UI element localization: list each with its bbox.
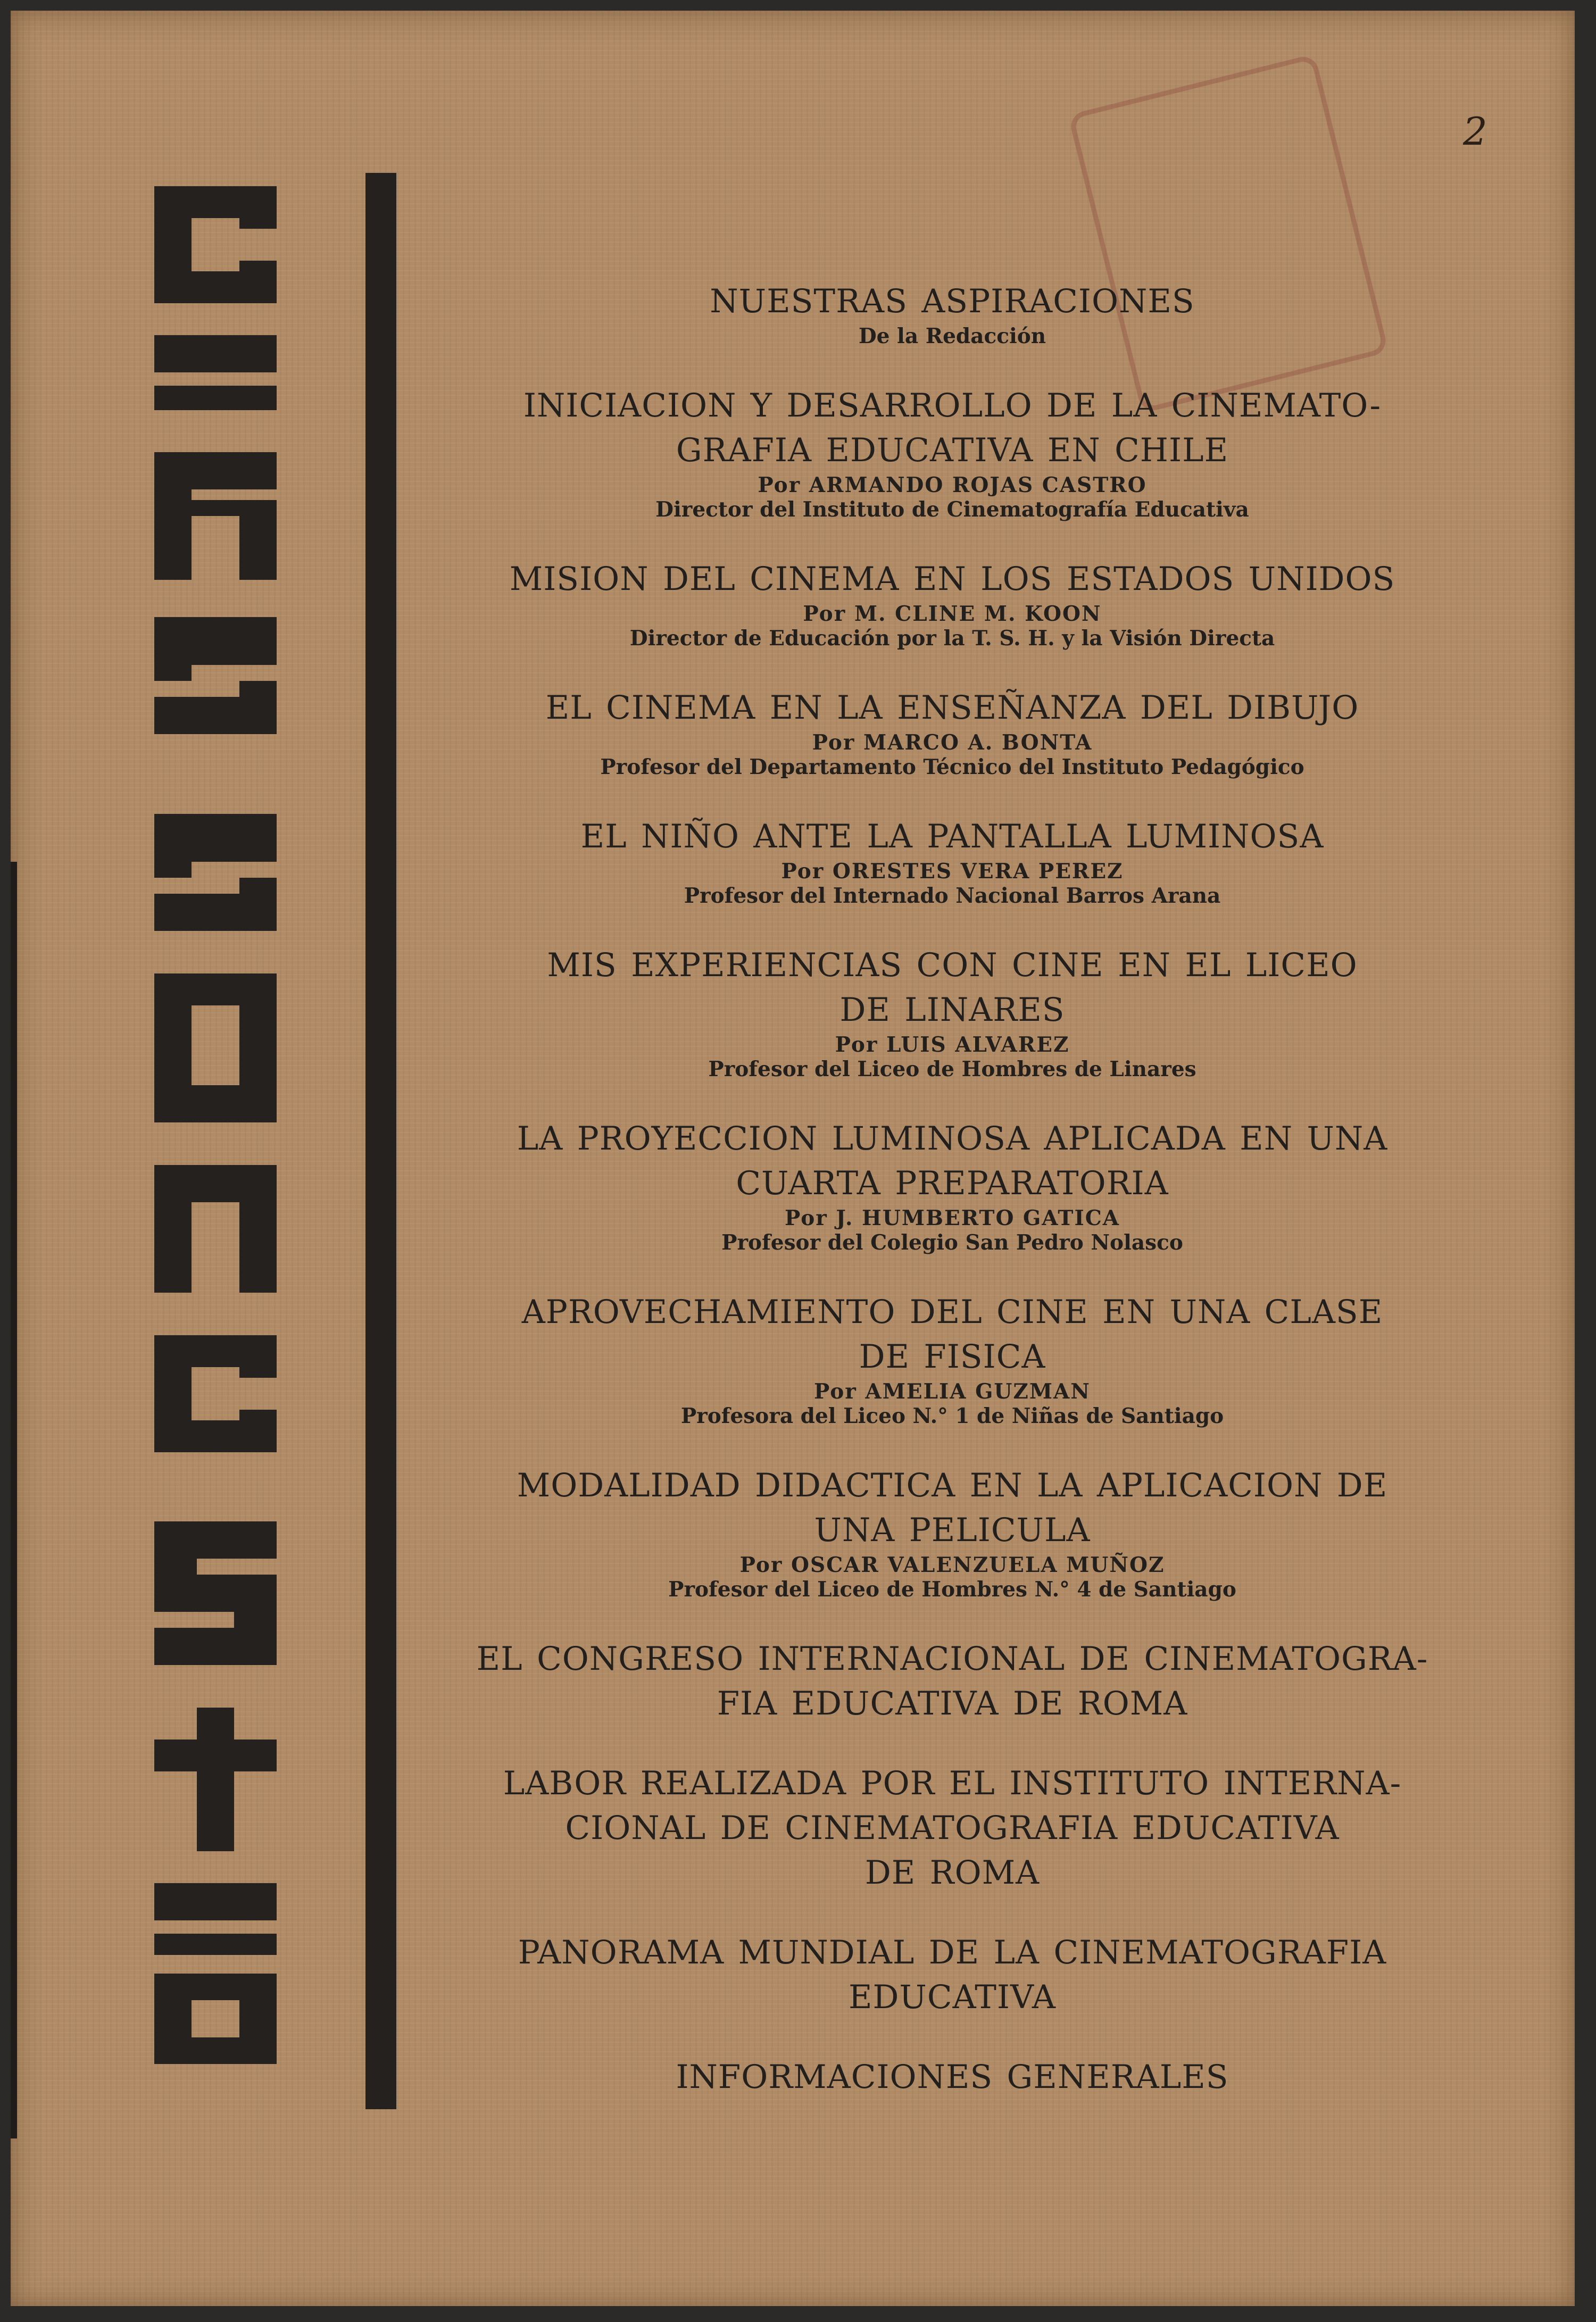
logo-letter-i2 — [154, 1883, 277, 1920]
toc-entry-title — [447, 686, 1458, 730]
toc-entry-title-line: CIONAL DE CINEMATOGRAFIA EDUCATIVA — [565, 1809, 1340, 1847]
toc-entry — [447, 557, 1458, 651]
toc-entry-affiliation: Director del Instituto de Cinematografía Educativa — [655, 497, 1249, 522]
toc-entry-title-line: PANORAMA MUNDIAL DE LA CINEMATOGRAFIA — [518, 1934, 1387, 1971]
vertical-title-logo — [144, 176, 287, 2069]
toc-entry-title-line: MISION DEL CINEMA EN LOS ESTADOS UNIDOS — [509, 560, 1395, 598]
toc-entry-title-line: DE FISICA — [859, 1338, 1046, 1376]
logo-letter-e2 — [154, 814, 277, 931]
toc-entry-affiliation: Profesor del Departamento Técnico del Instituto Pedagógico — [600, 755, 1304, 779]
toc-entry-title-line: DE ROMA — [864, 1854, 1040, 1892]
toc-entry-title — [447, 557, 1458, 602]
page-number: 2 — [1463, 109, 1487, 154]
toc-entry-title — [447, 384, 1458, 473]
toc-entry-author: Por AMELIA GUZMAN — [814, 1379, 1091, 1404]
logo-letter-n — [154, 452, 277, 580]
toc-entry-author: Por OSCAR VALENZUELA MUÑOZ — [739, 1553, 1165, 1577]
logo-letter-c — [154, 186, 277, 303]
toc-entry-title-line: EL CONGRESO INTERNACIONAL DE CINEMATOGRA- — [476, 1640, 1428, 1678]
toc-entry-title-line: NUESTRAS ASPIRACIONES — [710, 282, 1195, 320]
toc-entry-title-line: EL NIÑO ANTE LA PANTALLA LUMINOSA — [580, 818, 1324, 855]
toc-entry — [447, 1637, 1458, 1726]
magazine-cover — [11, 11, 1575, 2306]
binding-edge — [11, 862, 17, 2138]
toc-entry-title — [447, 1463, 1458, 1553]
logo-letter-c2 — [154, 1335, 277, 1452]
toc-entry-title-line: UNA PELICULA — [814, 1511, 1091, 1549]
toc-entry-title — [447, 2055, 1458, 2100]
toc-entry-title — [447, 1117, 1458, 1206]
table-of-contents — [447, 279, 1458, 2135]
toc-entry-affiliation: Profesora del Liceo N.° 1 de Niñas de Santiago — [680, 1404, 1224, 1428]
toc-entry-title-line: MIS EXPERIENCIAS CON CINE EN EL LICEO — [547, 946, 1358, 984]
toc-entry — [447, 686, 1458, 779]
toc-entry-title-line: EDUCATIVA — [849, 1978, 1056, 2016]
toc-entry-title-line: DE LINARES — [839, 991, 1065, 1029]
toc-entry-title — [447, 1761, 1458, 1895]
toc-entry-title-line: EL CINEMA EN LA ENSEÑANZA DEL DIBUJO — [545, 689, 1359, 727]
toc-entry — [447, 814, 1458, 908]
toc-entry-affiliation: Director de Educación por la T. S. H. y la Visión Directa — [629, 626, 1275, 651]
toc-entry-title-line: LABOR REALIZADA POR EL INSTITUTO INTERNA- — [503, 1765, 1402, 1802]
toc-entry-title — [447, 943, 1458, 1033]
toc-entry-author: Por M. CLINE M. KOON — [803, 602, 1102, 626]
logo-letter-e — [154, 617, 277, 734]
toc-entry — [447, 1761, 1458, 1895]
toc-entry-title-line: INICIACION Y DESARROLLO DE LA CINEMATO- — [523, 387, 1382, 425]
toc-entry-affiliation: Profesor del Liceo de Hombres N.° 4 de Santiago — [668, 1577, 1236, 1602]
toc-entry-title-line: MODALIDAD DIDACTICA EN LA APLICACION DE — [517, 1467, 1388, 1504]
toc-entry-affiliation: Profesor del Internado Nacional Barros Arana — [684, 884, 1221, 908]
toc-entry-affiliation: De la Redacción — [858, 324, 1046, 348]
toc-entry-affiliation: Profesor del Colegio San Pedro Nolasco — [721, 1230, 1183, 1255]
toc-entry-author: Por ORESTES VERA PEREZ — [781, 859, 1124, 884]
toc-entry-title-line: INFORMACIONES GENERALES — [676, 2058, 1229, 2096]
logo-letter-d — [154, 973, 277, 1122]
logo-letter-o — [154, 1974, 277, 2064]
toc-entry-title — [447, 279, 1458, 324]
logo-letter-a — [154, 1521, 277, 1665]
toc-entry-title — [447, 814, 1458, 859]
toc-entry-title-line: APROVECHAMIENTO DEL CINE EN UNA CLASE — [521, 1293, 1383, 1331]
cine-educativo-logo — [144, 176, 287, 2069]
toc-entry-title-line: CUARTA PREPARATORIA — [736, 1164, 1169, 1202]
toc-entry-title-line: FIA EDUCATIVA DE ROMA — [717, 1685, 1188, 1722]
toc-entry — [447, 279, 1458, 348]
toc-entry-author: Por J. HUMBERTO GATICA — [784, 1206, 1120, 1230]
toc-entry-author: Por MARCO A. BONTA — [812, 730, 1093, 755]
toc-entry-title-line: LA PROYECCION LUMINOSA APLICADA EN UNA — [517, 1120, 1388, 1158]
toc-entry-author: Por LUIS ALVAREZ — [835, 1033, 1070, 1057]
logo-letter-u — [154, 1165, 277, 1293]
toc-entry — [447, 943, 1458, 1081]
logo-letter-t — [154, 1708, 277, 1851]
toc-entry-title — [447, 1930, 1458, 2020]
toc-entry — [447, 1117, 1458, 1255]
toc-entry — [447, 1930, 1458, 2020]
toc-entry — [447, 1463, 1458, 1602]
vertical-divider-bar — [365, 173, 396, 2109]
toc-entry — [447, 384, 1458, 522]
toc-entry-author: Por ARMANDO ROJAS CASTRO — [758, 473, 1147, 497]
toc-entry-title-line: GRAFIA EDUCATIVA EN CHILE — [676, 431, 1229, 469]
toc-entry-title — [447, 1637, 1458, 1726]
logo-letter-i — [154, 335, 277, 372]
toc-entry — [447, 1290, 1458, 1428]
toc-entry-affiliation: Profesor del Liceo de Hombres de Linares — [708, 1057, 1196, 1081]
toc-entry-title — [447, 1290, 1458, 1379]
toc-entry — [447, 2055, 1458, 2100]
